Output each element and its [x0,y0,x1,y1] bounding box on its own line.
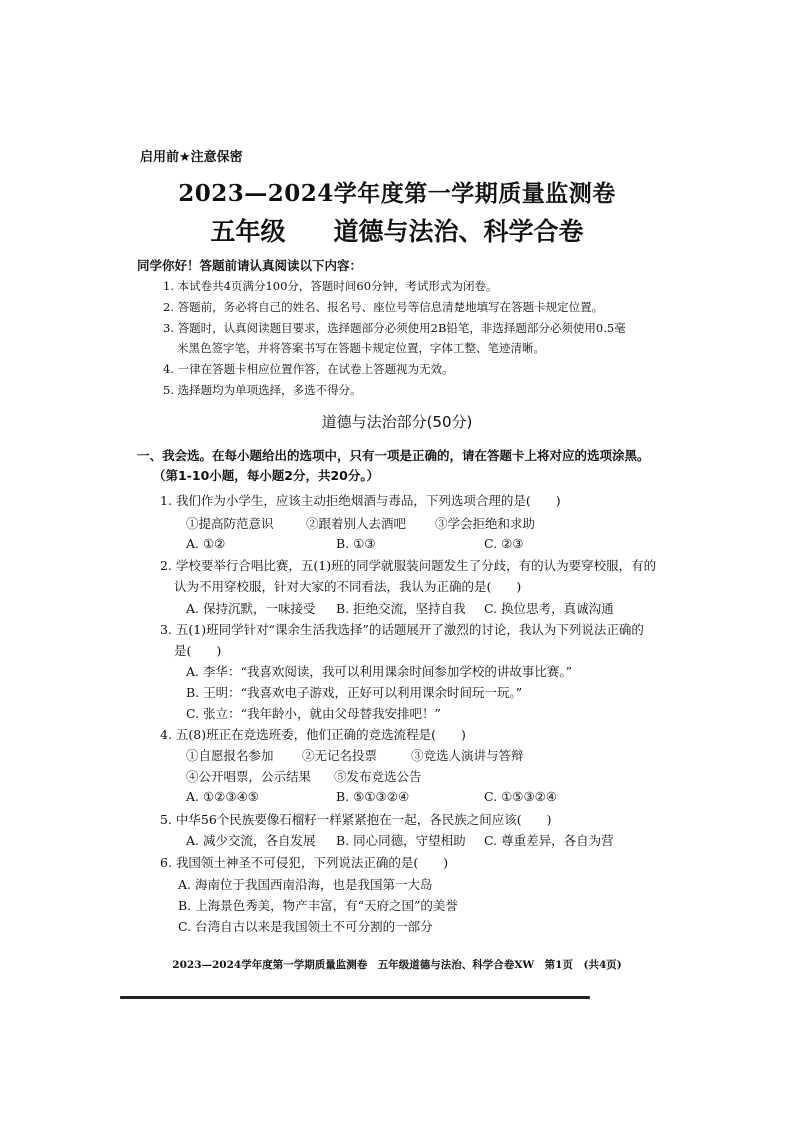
instruction-item: 2. 答题前，务必将自己的姓名、报名号、座位号等信息清楚地填写在答题卡规定位置。 [163,300,604,314]
q1-option-c[interactable]: C. ②③ [484,536,524,551]
section-title: 道德与法治部分(50分) [321,413,473,431]
instruction-item: 4. 一律在答题卡相应位置作答，在试卷上答题视为无效。 [163,362,454,376]
q3-option-c[interactable]: C. 张立：“我年龄小，就由父母替我安排吧！” [186,706,441,721]
q1-item: ①提高防范意识 [186,516,274,531]
question-5-stem: 5. 中华56个民族要像石榴籽一样紧紧抱在一起，各民族之间应该( ) [160,812,552,827]
q4-item: ④公开唱票，公示结果 [186,769,312,784]
q4-item: ①自愿报名参加 [186,748,274,763]
part-subheading: （第1-10小题，每小题2分，共20分。） [153,468,380,483]
q1-option-b[interactable]: B. ①③ [336,536,376,551]
page-footer: 2023—2024学年度第一学期质量监测卷 五年级道德与法治、科学合卷XW 第1页 (共4页) [172,959,622,971]
q4-option-a[interactable]: A. ①②③④⑤ [186,789,260,804]
exam-subtitle [0,212,794,248]
instruction-item: 米黑色签字笔，并将答案书写在答题卡规定位置，字体工整、笔迹清晰。 [177,341,545,355]
question-3-stem: 3. 五(1)班同学针对“课余生活我选择”的话题展开了激烈的讨论，我认为下列说法正确的 [160,622,644,637]
q1-option-a[interactable]: A. ①② [186,536,226,551]
q1-item: ②跟着别人去酒吧 [306,516,407,531]
scan-edge-line [120,996,590,999]
instruction-item: 1. 本试卷共4页满分100分，答题时间60分钟，考试形式为闭卷。 [163,279,498,293]
question-6-stem: 6. 我国领土神圣不可侵犯，下列说法正确的是( ) [160,855,449,870]
q1-item: ③学会拒绝和求助 [435,516,536,531]
confidential-notice: 启用前★注意保密 [140,150,243,165]
q6-option-a[interactable]: A. 海南位于我国西南沿海，也是我国第一大岛 [178,877,433,892]
q5-option-b[interactable]: B. 同心同德，守望相助 [336,833,466,848]
part-heading: 一、我会选。在每小题给出的选项中，只有一项是正确的，请在答题卡上将对应的选项涂黑。 [137,448,650,463]
grade-label: 五年级 [210,217,286,246]
question-1-stem: 1. 我们作为小学生，应该主动拒绝烟酒与毒品，下列选项合理的是( ) [160,493,561,508]
q6-option-c[interactable]: C. 台湾自古以来是我国领土不可分割的一部分 [178,919,433,934]
subject-label: 道德与法治、科学合卷 [333,217,584,246]
q5-option-c[interactable]: C. 尊重差异，各自为营 [484,833,614,848]
q6-option-b[interactable]: B. 上海景色秀美，物产丰富，有“天府之国”的美誉 [178,898,458,913]
q2-option-b[interactable]: B. 拒绝交流，坚持自我 [336,601,466,616]
q4-option-b[interactable]: B. ⑤①③②④ [336,789,410,804]
q5-option-a[interactable]: A. 减少交流，各自发展 [186,833,316,848]
q2-option-a[interactable]: A. 保持沉默，一味接受 [186,601,316,616]
instruction-item: 5. 选择题均为单项选择，多选不得分。 [163,383,362,397]
instructions-greeting: 同学你好！答题前请认真阅读以下内容： [137,258,363,273]
q3-option-b[interactable]: B. 王明：“我喜欢电子游戏，正好可以利用课余时间玩一玩。” [186,685,523,700]
q4-item: ⑤发布竞选公告 [334,769,422,784]
q4-item: ③竞选人演讲与答辩 [411,748,524,763]
q2-option-c[interactable]: C. 换位思考，真诚沟通 [484,601,614,616]
question-4-stem: 4. 五(8)班正在竞选班委，他们正确的竞选流程是( ) [160,727,466,742]
exam-title: 2023—2024学年度第一学期质量监测卷 [178,180,616,207]
instruction-item: 3. 答题时，认真阅读题目要求，选择题部分必须使用2B铅笔，非选择题部分必须使用0.5毫 [163,321,626,335]
q4-item: ②无记名投票 [302,748,378,763]
question-2-stem: 2. 学校要举行合唱比赛，五(1)班的同学就服装问题发生了分歧，有的认为要穿校服，有的 [160,558,657,573]
question-2-stem-cont: 认为不用穿校服，针对大家的不同看法，我认为正确的是( ) [174,579,522,594]
q3-option-a[interactable]: A. 李华：“我喜欢阅读，我可以利用课余时间参加学校的讲故事比赛。” [186,664,573,679]
question-3-stem-cont: 是( ) [174,643,222,658]
q4-option-c[interactable]: C. ①⑤③②④ [484,789,558,804]
